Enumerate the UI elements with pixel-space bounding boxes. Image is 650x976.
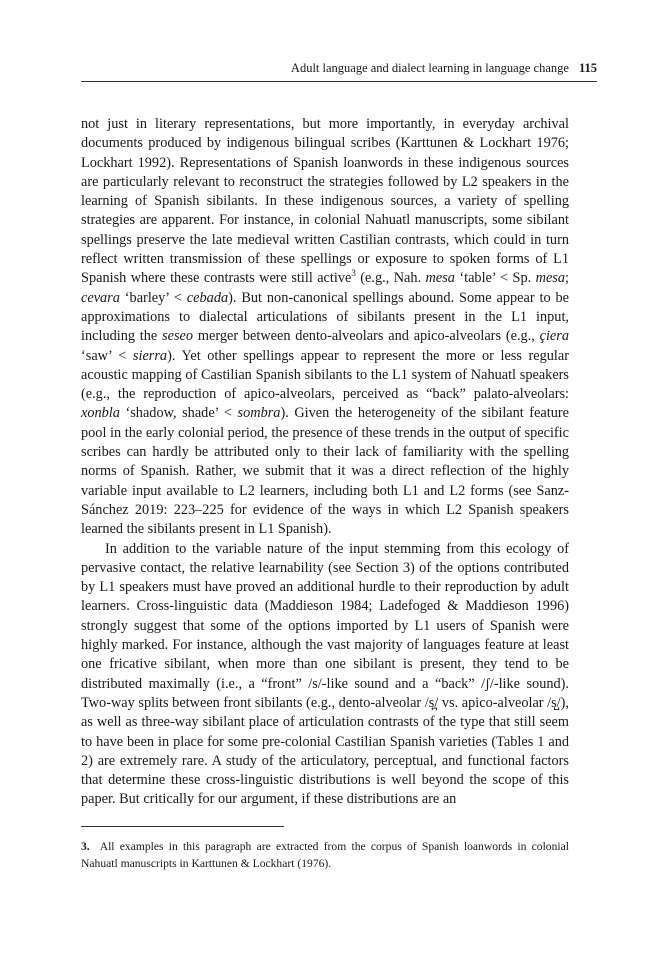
text-run: not just in literary representations, but more importantly, in everyday archival documents produced by indigenous bilingual scribes (Karttunen & Lockhart 1976; Lockhart 1992). Representations of Spanish loanwords in these indigenous sources are particularly relevant to reconstruct the strategies followed by L2 speakers in the learning of Spanish sibilants. In these indigenous sources, a variety of spelling strategies are apparent. For instance, in colonial Nahuatl manuscripts, some sibilant spellings preserve the late medieval written Castilian contrasts, which could in turn reflect written transmission of these spellings or exposure to spoken forms of L1 Spanish where these contrasts were still active: [81, 116, 569, 287]
running-title: Adult language and dialect learning in language change: [290, 61, 569, 75]
text-run: ‘shadow, shade’ <: [119, 405, 238, 422]
text-run: (e.g., Nah.: [355, 270, 426, 287]
text-run: ‘barley’ <: [119, 289, 187, 306]
example-word: seseo: [162, 328, 194, 345]
example-word: mesa: [535, 270, 566, 287]
footnote-number: 3.: [81, 840, 90, 853]
example-word: çiera: [539, 328, 569, 345]
example-word: cebada: [186, 289, 229, 306]
example-word: sierra: [132, 347, 168, 364]
example-word: mesa: [425, 270, 455, 287]
text-run: ). Given the heterogeneity of the sibilant feature pool in the early colonial period, the presence of these trends in the output of specific scribes can hardly be attributed only to their lack of familiarity with the spelling norms of Spanish. Rather, we submit that it was a direct reflection of the highly variable input available to L2 learners, including both L1 and L2 forms (see Sanz-Sánchez 2019: 223–225 for evidence of the ways in which L2 Spanish speakers learned the sibilants present in L1 Spanish).: [81, 405, 569, 538]
text-run: ‘saw’ <: [81, 347, 133, 364]
text-run: ). Yet other spellings appear to represent the more or less regular acoustic mapping of Castilian Spanish sibilants to the L1 system of Nahuatl speakers (e.g., the reproduction of apico-alveolars, perceived as “back” palato-alveolars:: [81, 347, 569, 403]
paragraph-1: [81, 115, 569, 540]
text-run: merger between dento-alveolars and apico-alveolars (e.g.,: [193, 328, 540, 345]
text-run: ). But non-canonical spellings abound. Some appear to be approximations to dialectal articulations of sibilants present in the L1 input, including the: [81, 289, 569, 345]
example-word: sombra: [237, 405, 281, 422]
text-run: ‘table’ < Sp.: [454, 270, 536, 287]
footnote: [81, 838, 569, 872]
footnote-text: All examples in this paragraph are extracted from the corpus of Spanish loanwords in colonial Nahuatl manuscripts in Karttunen & Lockhart (1976).: [81, 840, 569, 870]
example-word: xonbla: [81, 405, 120, 422]
page-number: 115: [578, 61, 597, 75]
text-run: ;: [565, 270, 570, 287]
paragraph-2: In addition to the variable nature of the input stemming from this ecology of pervasive contact, the relative learnability (see Section 3) of the options contributed by L1 speakers must have proved an additional hurdle to their reproduction by adult learners. Cross-linguistic data (Maddieson 1984; Ladefoged & Maddieson 1996) strongly suggest that some of the options imported by L1 users of Spanish were highly marked. For instance, although the vast majority of languages feature at least one fricative sibilant, when more than one sibilant is present, they tend to be distributed maximally (i.e., a “front” /s/-like sound and a “back” /ʃ/-like sound). Two-way splits between front sibilants (e.g., dento-alveolar /s̪/ vs. apico-alveolar /s̺/), as well as three-way sibilant place of articulation contrasts of the type that still seem to have been in place for some pre-colonial Castilian Spanish varieties (Tables 1 and 2) are extremely rare. A study of the articulatory, perceptual, and functional factors that determine these cross-linguistic distributions is well beyond the scope of this paper. But critically for our argument, if these distributions are an: [81, 540, 569, 808]
running-head: [81, 57, 597, 82]
footnote-divider: [81, 826, 284, 827]
footnote-reference[interactable]: 3: [351, 268, 356, 279]
body-text: [81, 115, 569, 810]
example-word: cevara: [81, 289, 120, 306]
